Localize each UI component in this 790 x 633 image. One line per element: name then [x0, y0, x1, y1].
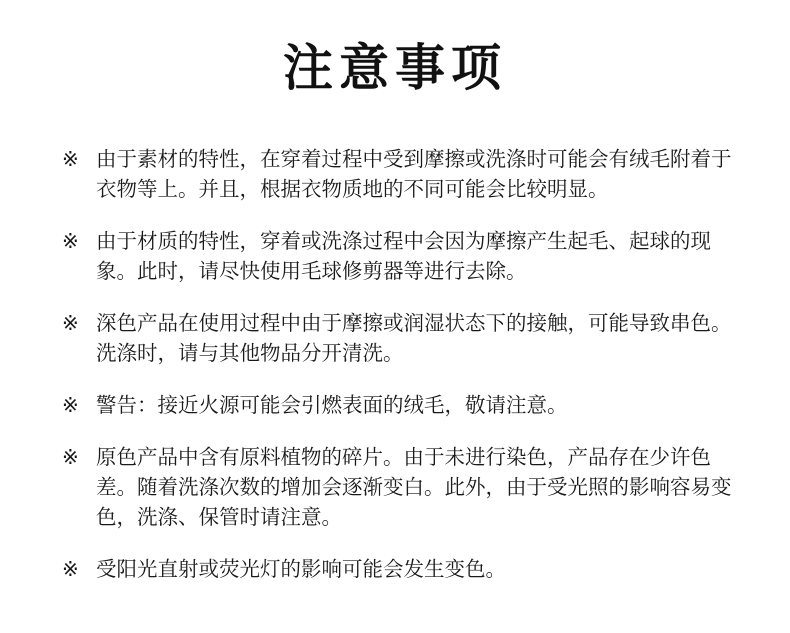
note-text: 受阳光直射或荧光灯的影响可能会发生变色。 [96, 557, 506, 581]
reference-mark-icon: ※ [62, 557, 79, 581]
note-text: 由于材质的特性，穿着或洗涤过程中会因为摩擦产生起毛、起球的现象。此时，请尽快使用毛球修剪器等进行去除。 [96, 229, 711, 283]
reference-mark-icon: ※ [62, 147, 79, 171]
notes-list [62, 144, 742, 606]
list-item [62, 390, 742, 420]
list-item [62, 308, 742, 368]
page-title: 注意事项 [283, 39, 507, 97]
list-item [62, 226, 742, 286]
reference-mark-icon: ※ [62, 393, 79, 417]
list-item [62, 442, 742, 532]
reference-mark-icon: ※ [62, 229, 79, 253]
reference-mark-icon: ※ [62, 311, 79, 335]
note-text: 深色产品在使用过程中由于摩擦或润湿状态下的接触，可能导致串色。洗涤时，请与其他物品分开清洗。 [96, 311, 732, 365]
list-item [62, 554, 742, 584]
list-item [62, 144, 742, 204]
note-text: 警告：接近火源可能会引燃表面的绒毛，敬请注意。 [96, 393, 568, 417]
reference-mark-icon: ※ [62, 445, 79, 469]
note-text: 原色产品中含有原料植物的碎片。由于未进行染色，产品存在少许色差。随着洗涤次数的增加会逐渐变白。此外，由于受光照的影响容易变色，洗涤、保管时请注意。 [96, 445, 732, 529]
note-text: 由于素材的特性，在穿着过程中受到摩擦或洗涤时可能会有绒毛附着于衣物等上。并且，根据衣物质地的不同可能会比较明显。 [96, 147, 732, 201]
